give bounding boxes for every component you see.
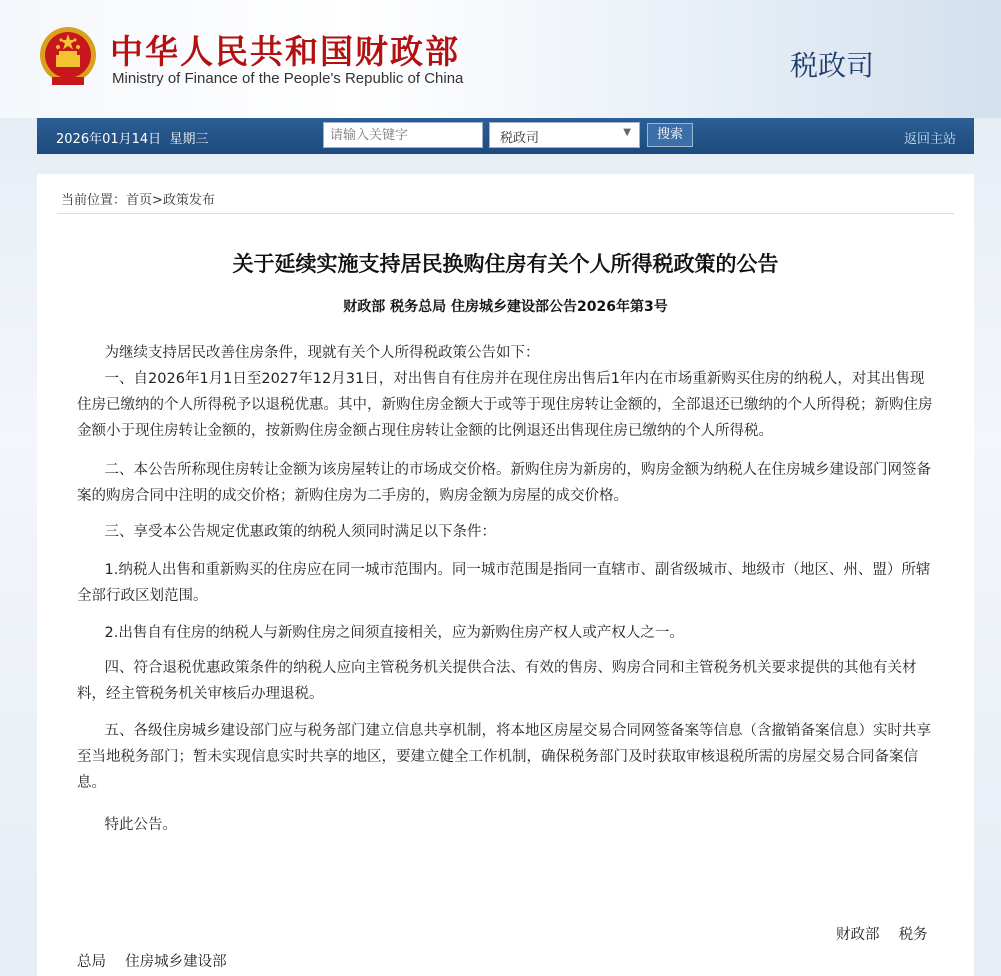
signature-line-1: 财政部 税务 [836,927,928,943]
paragraph-3: 三、享受本公告规定优惠政策的纳税人须同时满足以下条件： [104,524,497,540]
paragraph-5: 五、各级住房城乡建设部门应与税务部门建立信息共享机制，将本地区房屋交易合同网签备案等信息（含撤销备案信息）实时共享至当地税务部门；暂未实现信息实时共享的地区，要建立健全工作机制，确保税务部门及时获取审核退税所需的房屋交易合同备案信息。 [77,723,932,791]
paragraph-3-1: 1.纳税人出售和重新购买的住房应在同一城市范围内。同一城市范围是指同一直辖市、副省级城市、地级市（地区、州、盟）所辖全部行政区划范围。 [77,562,931,604]
paragraph-closing: 特此公告。 [104,817,178,833]
nav-bar [37,118,974,154]
national-emblem-icon [38,25,98,87]
article-panel [37,174,974,976]
current-date [56,128,208,147]
scope-select[interactable] [489,122,640,148]
breadcrumb: 当前位置：首页>政策发布 [61,193,215,208]
paragraph-3-2: 2.出售自有住房的纳税人与新购住房之间须直接相关，应为新购住房产权人或产权人之一。 [104,625,684,641]
signature-line-2: 总局 住房城乡建设部 [77,954,227,970]
site-subtitle: Ministry of Finance of the People's Republic of China [112,70,464,87]
home-link[interactable]: 返回主站 [903,132,956,147]
search-button[interactable]: 搜索 [647,123,693,147]
weekday-text: 星期三 [169,132,209,147]
header-banner [0,0,1001,118]
paragraph-2: 二、本公告所称现住房转让金额为该房屋转让的市场成交价格。新购住房为新房的，购房金额为纳税人在住房城乡建设部门网签备案的购房合同中注明的成交价格；新购住房为二手房的，购房金额为房屋的成交价格。 [77,462,932,504]
paragraph-4: 四、符合退税优惠政策条件的纳税人应向主管税务机关提供合法、有效的售房、购房合同和主管税务机关要求提供的其他有关材料，经主管税务机关审核后办理退税。 [77,660,917,702]
article-title: 关于延续实施支持居民换购住房有关个人所得税政策的公告 [232,252,779,276]
search-input[interactable] [323,122,483,148]
chevron-down-icon: ▼ [623,127,631,138]
scope-select-value: 税政司 [500,131,540,146]
divider [57,213,954,214]
department-name: 税政司 [790,49,875,82]
date-text: 2026年01月14日 [56,132,162,147]
paragraph-1: 一、自2026年1月1日至2027年12月31日，对出售自有住房并在现住房出售后1年内在市场重新购买住房的纳税人，对其出售现住房已缴纳的个人所得税予以退税优惠。其中，新购住房金额大于或等于现住房转让金额的，全部退还已缴纳的个人所得税；新购住房金额小于现住房转让金额的，按新购住房金额占现住房转让金额的比例退还出售现住房已缴纳的个人所得税。 [77,371,933,439]
article-subtitle: 财政部 税务总局 住房城乡建设部公告2026年第3号 [343,299,668,315]
paragraph-intro: 为继续支持居民改善住房条件，现就有关个人所得税政策公告如下： [104,345,540,361]
site-title: 中华人民共和国财政部 [110,32,460,71]
